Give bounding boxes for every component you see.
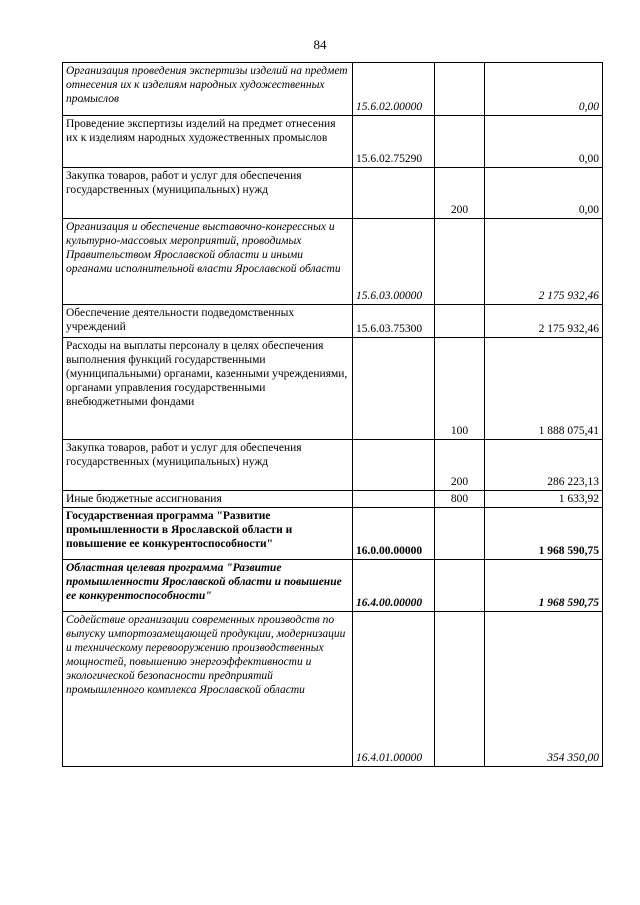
row-code: 15.6.03.75300 xyxy=(353,305,435,338)
row-name: Проведение экспертизы изделий на предмет отнесения их к изделиям народных художественных промыслов xyxy=(63,116,353,168)
table-row xyxy=(63,116,603,168)
row-expense-type: 200 xyxy=(435,168,485,219)
row-amount: 2 175 932,46 xyxy=(485,305,603,338)
page-number: 84 xyxy=(313,37,327,52)
row-code xyxy=(353,491,435,508)
row-amount: 1 968 590,75 xyxy=(485,560,603,612)
row-code: 15.6.02.00000 xyxy=(353,63,435,116)
row-code: 15.6.03.00000 xyxy=(353,219,435,305)
row-name: Закупка товаров, работ и услуг для обеспечения государственных (муниципальных) нужд xyxy=(63,440,353,491)
row-expense-type: 200 xyxy=(435,440,485,491)
row-name: Областная целевая программа "Развитие промышленности Ярославской области и повышение ее конкурентоспособности" xyxy=(63,560,353,612)
row-expense-type xyxy=(435,508,485,560)
row-code: 16.0.00.00000 xyxy=(353,508,435,560)
row-name: Иные бюджетные ассигнования xyxy=(63,491,353,508)
row-name: Организация проведения экспертизы изделий на предмет отнесения их к изделиям народных художественных промыслов xyxy=(63,63,353,116)
row-code: 16.4.00.00000 xyxy=(353,560,435,612)
row-amount: 0,00 xyxy=(485,116,603,168)
table-row xyxy=(63,168,603,219)
table-row xyxy=(63,440,603,491)
row-name: Расходы на выплаты персоналу в целях обеспечения выполнения функций государственными (муниципальными) органами, казенными учреждениями, органами управления государственными внебюджетными фондами xyxy=(63,338,353,440)
table-row xyxy=(63,63,603,116)
row-code: 15.6.02.75290 xyxy=(353,116,435,168)
row-name: Обеспечение деятельности подведомственных учреждений xyxy=(63,305,353,338)
row-code xyxy=(353,440,435,491)
row-amount: 0,00 xyxy=(485,168,603,219)
row-amount: 354 350,00 xyxy=(485,612,603,767)
row-expense-type: 800 xyxy=(435,491,485,508)
row-expense-type xyxy=(435,560,485,612)
row-code xyxy=(353,168,435,219)
row-name: Организация и обеспечение выставочно-конгрессных и культурно-массовых мероприятий, проводимых Правительством Ярославской области и иными органами исполнительной власти Ярославской области xyxy=(63,219,353,305)
row-amount: 1 968 590,75 xyxy=(485,508,603,560)
budget-table xyxy=(62,62,603,767)
table-row xyxy=(63,338,603,440)
table-row xyxy=(63,612,603,767)
row-amount: 0,00 xyxy=(485,63,603,116)
table-row xyxy=(63,560,603,612)
row-expense-type xyxy=(435,612,485,767)
row-expense-type xyxy=(435,305,485,338)
row-expense-type xyxy=(435,63,485,116)
row-amount: 2 175 932,46 xyxy=(485,219,603,305)
row-name: Государственная программа "Развитие промышленности в Ярославской области и повышение ее конкурентоспособности" xyxy=(63,508,353,560)
row-expense-type: 100 xyxy=(435,338,485,440)
table-row xyxy=(63,508,603,560)
row-expense-type xyxy=(435,116,485,168)
table-row xyxy=(63,491,603,508)
row-name: Закупка товаров, работ и услуг для обеспечения государственных (муниципальных) нужд xyxy=(63,168,353,219)
row-code xyxy=(353,338,435,440)
row-name: Содействие организации современных производств по выпуску импортозамещающей продукции, модернизации и техническому перевооружению производственных мощностей, повышению энергоэффективности и экологической безопасности предприятий промышленного комплекса Ярославской области xyxy=(63,612,353,767)
row-amount: 286 223,13 xyxy=(485,440,603,491)
row-expense-type xyxy=(435,219,485,305)
row-amount: 1 633,92 xyxy=(485,491,603,508)
row-code: 16.4.01.00000 xyxy=(353,612,435,767)
table-row xyxy=(63,305,603,338)
table-row xyxy=(63,219,603,305)
row-amount: 1 888 075,41 xyxy=(485,338,603,440)
